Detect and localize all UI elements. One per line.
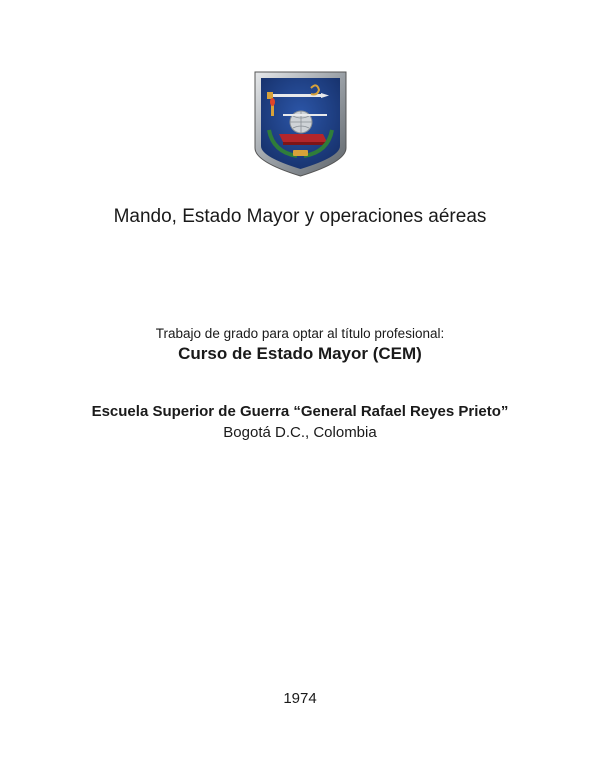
document-year: 1974 — [283, 690, 317, 707]
degree-intro-text: Trabajo de grado para optar al título profesional: — [155, 326, 445, 341]
military-school-crest-icon — [253, 70, 348, 178]
document-title: Mando, Estado Mayor y operaciones aéreas — [113, 206, 487, 227]
school-name: Escuela Superior de Guerra “General Rafael Reyes Prieto” — [91, 403, 509, 420]
city-location: Bogotá D.C., Colombia — [223, 424, 377, 441]
program-name: Curso de Estado Mayor (CEM) — [178, 344, 422, 363]
